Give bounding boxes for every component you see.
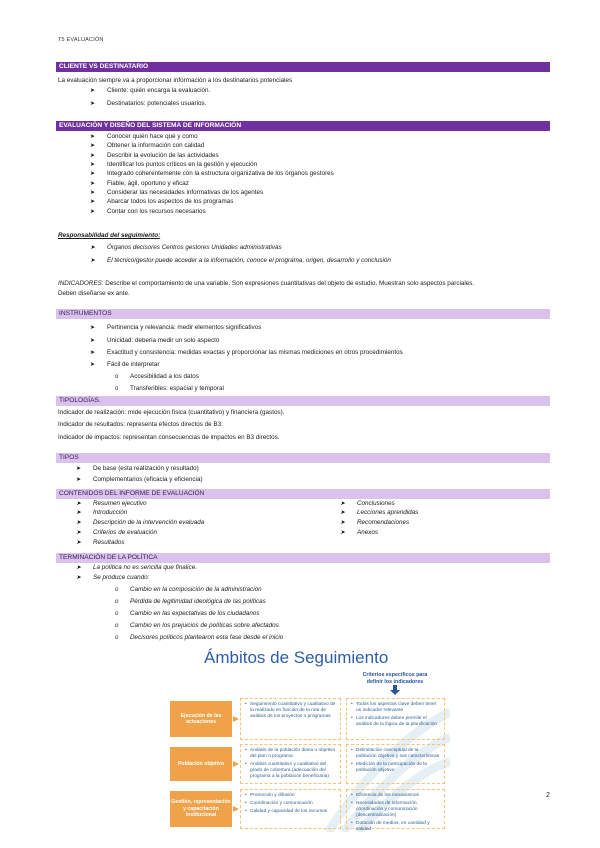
- s2-bullet-2: ➤ Obtener la información con calidad: [107, 142, 204, 150]
- s6-left-4: ➤ Criterios de evaluación: [93, 529, 157, 537]
- diagram-row-2-label: Población objetivo: [170, 747, 232, 781]
- diagram-row-3-col-1-item: • Promoción y difusión: [245, 793, 336, 799]
- arrow-right-icon: [233, 761, 239, 767]
- arrow-right-icon: [233, 716, 239, 722]
- s6-left-2: ➤ Introducción: [93, 509, 127, 517]
- s6-right-2: ➤ Lecciones aprendidas: [357, 509, 418, 517]
- diagram-row-2-col-1-item: • Análisis de la población diana u objetivo del plan o programa: [245, 748, 336, 760]
- page-number: 2: [546, 792, 550, 799]
- diagram-row-3-col-2-item: • Necesidades de información, coordinación y comunicación (descentralización): [351, 801, 440, 819]
- indicadores-text: Describe el comportamiento de una variable. Son expresiones cuantitativas del objeto de estudio. Muestran solo aspectos parciales.: [103, 280, 475, 287]
- s2-bullet-6: ➤ Fiable, ágil, oportuno y eficaz: [107, 180, 189, 188]
- diagram-row-3-col-2: [346, 789, 445, 832]
- diagram-row-2-col-1-item: • Análisis cuantitativo y cualitativo del grado de cobertura (adecuación del programa a la población beneficiaria): [245, 762, 336, 780]
- s2-bullet-1: ➤ Conocer quién hace qué y como: [107, 133, 198, 141]
- s7-sub-1: o Cambio en la composición de la administración: [130, 586, 262, 594]
- diagram-row-3-col-2-item: • Dotación de medios, en cantidad y calidad: [351, 821, 440, 833]
- diagram-row-1-col-2: [346, 698, 445, 740]
- s7-sub-3: o Cambio en las expectativas de los ciudadanos: [130, 610, 260, 618]
- down-arrow-icon: [390, 685, 400, 695]
- diagram-row-1-col-2-item: • Todos los aspectos clave deben tener un indicador relevante: [351, 702, 440, 714]
- diagram-row-3-col-1-item: • Coordinación y comunicación: [245, 801, 336, 807]
- resp-bullet-2: ➤ El técnico/gestor puede acceder a la información, conoce el programa, origen, desarrollo y conclusión: [107, 257, 391, 265]
- s6-left-5: ➤ Resultados: [93, 539, 125, 547]
- tipologia-2: Indicador de resultados: representa efectos directos de B3.: [58, 421, 223, 428]
- s1-bullet-1: ➤ Cliente: quién encarga la evaluación.: [107, 87, 210, 95]
- s7-bullet-1: ➤ La política no es sencilla que finalice.: [93, 564, 197, 572]
- tipologia-3: Indicador de impactos: representan consecuencias de impactos en B3 directos.: [58, 434, 280, 441]
- diagram-row-2-col-2-item: • Medición de la participación de la población objetivo: [351, 762, 440, 774]
- s6-left-3: ➤ Descripción de la intervención evaluada: [93, 519, 204, 527]
- s3-bullet-2: ➤ Unicidad: deberia medir un solo aspecto: [107, 337, 219, 345]
- diagram-row-3-col-1-item: • Calidad y capacidad de los recursos: [245, 809, 336, 815]
- diagram-row-2-col-2-item: • Delimitación conceptual de la población objetivo y sus características: [351, 748, 440, 760]
- diagram-row-1-col-1: [240, 698, 341, 740]
- diagram-row-1-col-2-item: • Los indicadores deben permitir el análisis de la lógica de la planificación: [351, 716, 440, 728]
- resp-title: Responsabilidad del seguimiento:: [58, 232, 161, 239]
- section-title-evaluacion: EVALUACIÓN Y DISEÑO DEL SISTEMA DE INFORMACIÓN: [56, 121, 550, 131]
- s6-left-1: ➤ Resumen ejecutivo: [93, 500, 147, 508]
- section-title-instrumentos: INSTRUMENTOS: [56, 309, 550, 319]
- tipologia-1: Indicador de realización: mide ejecución física (cuantitativo) y financiera (gastos).: [58, 409, 285, 416]
- s7-sub-4: o Cambio en los prejuicios de políticas sobre afectados: [130, 622, 279, 630]
- section-title-cliente: CLIENTE VS DESTINATARIO: [56, 62, 550, 72]
- diagram-row-3-label: Gestión, representación y capacitación institucional: [170, 791, 232, 827]
- diagram-title: Ámbitos de Seguimiento: [204, 648, 389, 667]
- s2-bullet-3: ➤ Describir la evolución de las actividades: [107, 152, 219, 160]
- s1-bullet-2: ➤ Destinatarios: potenciales usuarios.: [107, 100, 206, 108]
- s3-bullet-3: ➤ Exactitud y consistencia: medidas exactas y proporcionar las mismas mediciones en otros procedimientos: [107, 349, 403, 357]
- s6-right-4: ➤ Anexos: [357, 529, 378, 537]
- s6-right-3: ➤ Recomendaciones: [357, 519, 409, 527]
- diagram-row-3-col-2-item: • Eficiencia de los mecanismos: [351, 793, 440, 799]
- section-title-terminacion: TERMINACIÓN DE LA POLÍTICA: [56, 553, 550, 563]
- s3-bullet-1: ➤ Pertinencia y relevancia: medir elementos significativos: [107, 324, 261, 332]
- s7-sub-5: o Decisores políticos plantearon esta fase desde el inicio: [130, 634, 283, 642]
- diagram-row-2-col-2: [346, 744, 445, 784]
- section-title-contenidos: CONTENIDOS DEL INFORME DE EVALUACIÓN: [56, 489, 550, 499]
- s3-sub-2: o Transferibles: espacial y temporal: [130, 385, 224, 393]
- section-title-tipologias: TIPOLOGÍAS.: [56, 396, 550, 406]
- s2-bullet-5: ➤ Integrado coherentemente con la estructura organizativa de los órganos gestores: [107, 170, 334, 178]
- diagram-row-3-col-1: [240, 789, 341, 829]
- s3-sub-1: o Accesibilidad a los datos: [130, 373, 199, 381]
- s2-bullet-4: ➤ Identificar los puntos críticos en la gestión y ejecución: [107, 161, 257, 169]
- resp-bullet-1: ➤ Órganos decisores Centros gestores Unidades administrativas: [107, 244, 282, 252]
- s2-bullet-9: ➤ Contar con los recursos necesarios: [107, 208, 206, 216]
- s2-bullet-8: ➤ Abarcar todos los aspectos de los programas: [107, 198, 233, 206]
- s5-bullet-1: ➤ De base (esta realización y resultado): [93, 465, 199, 473]
- s2-bullet-7: ➤ Considerar las necesidades informativas de los agentes: [107, 189, 263, 197]
- section-title-tipos: TIPOS: [56, 453, 550, 463]
- criteria-heading: Criterios específicos para definir los indicadores: [362, 672, 428, 685]
- diagram-row-2-col-1: [240, 744, 341, 784]
- arrow-right-icon: [233, 806, 239, 812]
- s1-intro: La evaluación siempre va a proporcionar información a los destinatarios potenciales: [58, 77, 293, 84]
- indicadores-line-1: [58, 280, 474, 288]
- s3-bullet-4: ➤ Fácil de interpretar: [107, 361, 160, 369]
- s7-sub-2: o Pérdida de legitimidad ideológica de las políticas: [130, 598, 266, 606]
- diagram-row-1-col-1-item: • Seguimiento cuantitativo y cualitativo de la realizado en función de la ruta de análisis de los proyectos o programas: [245, 702, 336, 720]
- s6-right-1: ➤ Conclusiones: [357, 500, 395, 508]
- s7-bullet-2: ➤ Se produce cuando:: [93, 574, 149, 582]
- indicadores-label: INDICADORES:: [58, 280, 104, 287]
- s5-bullet-2: ➤ Complementarios (eficacia y eficiencia): [93, 476, 203, 484]
- document-header: T5 EVALUACIÓN: [58, 37, 104, 43]
- indicadores-line-2: Deben diseñarse ex ante.: [58, 290, 130, 297]
- diagram-row-1-label: Ejecución de las actuaciones: [170, 701, 232, 737]
